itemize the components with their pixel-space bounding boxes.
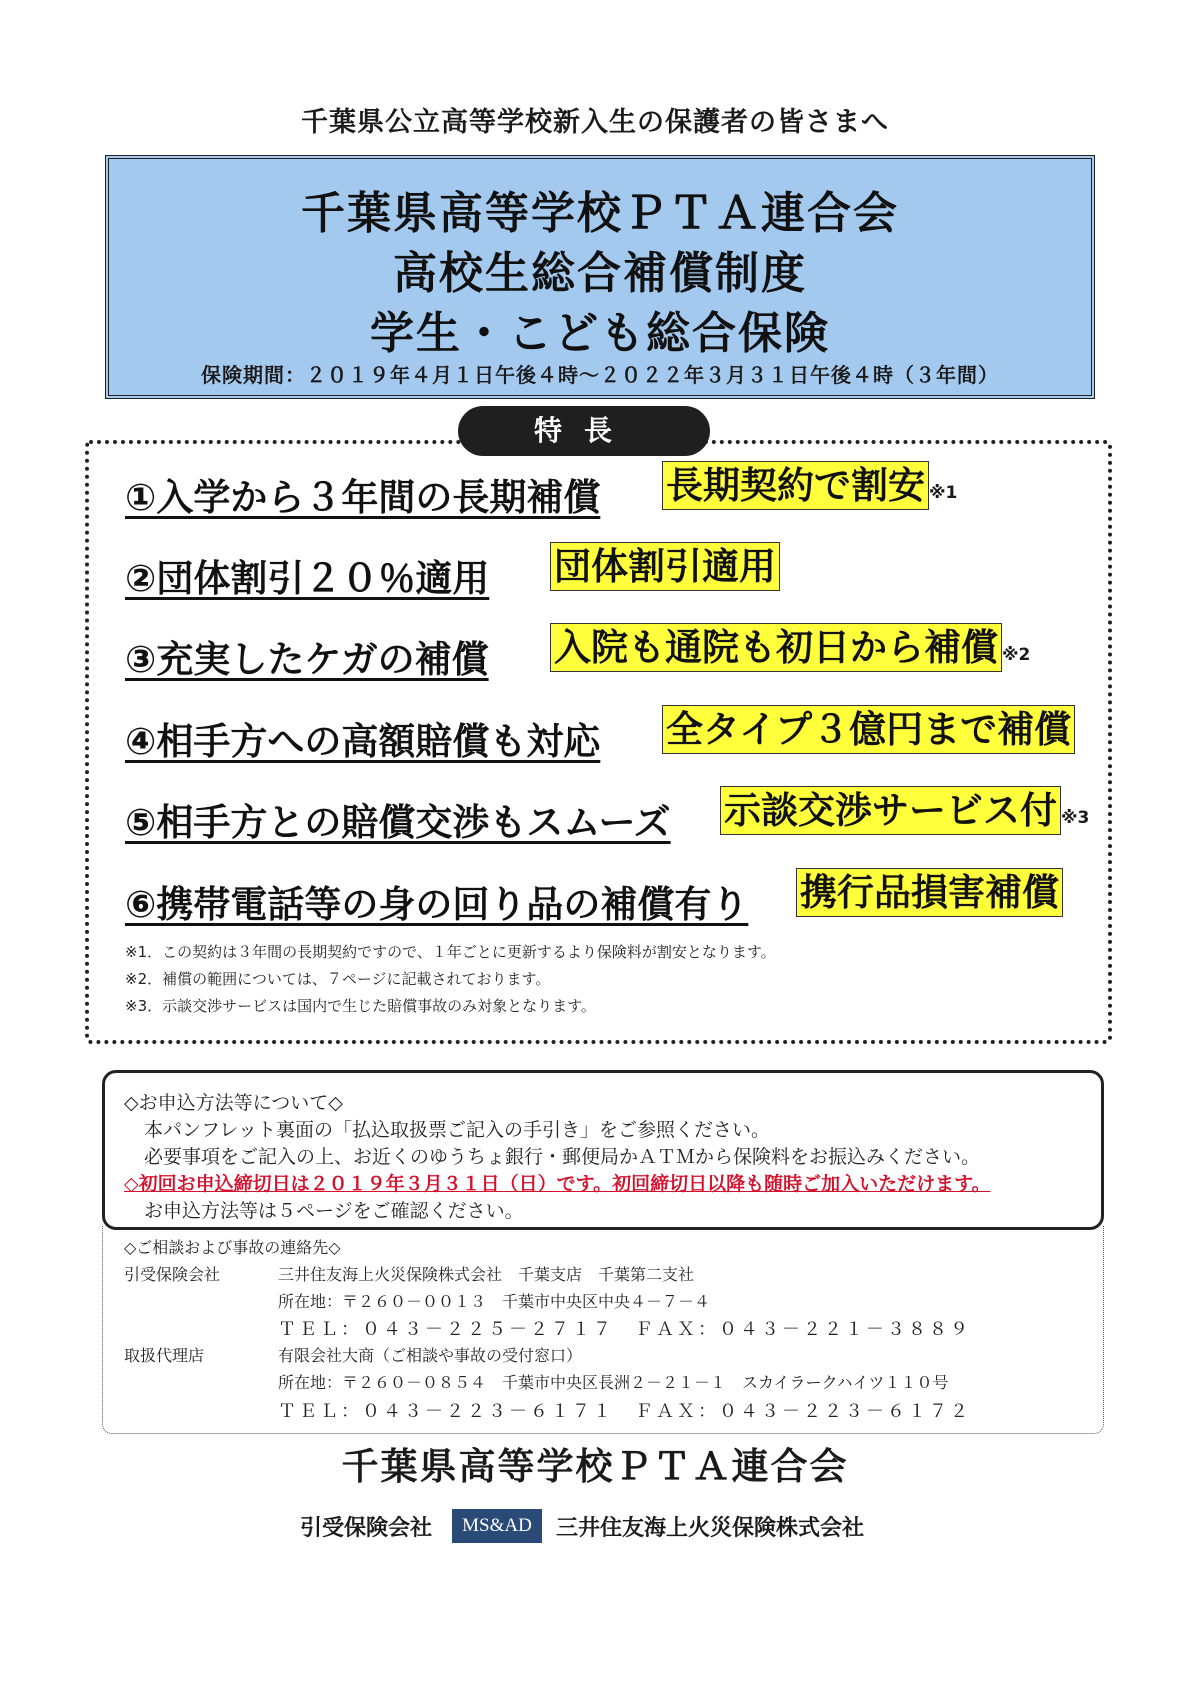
feature-3-text: ③充実したケガの補償 [125, 638, 489, 681]
application-line-1: 本パンフレット裏面の「払込取扱票ご記入の手引き」をご参照ください。 [144, 1119, 771, 1141]
feature-5-tag: 示談交渉サービス付 [720, 786, 1061, 835]
feature-3-mark: ※2 [1002, 645, 1031, 665]
msad-logo: MS&AD [452, 1509, 542, 1543]
title-line-1: 千葉県高等学校ＰＴＡ連合会 [301, 188, 899, 239]
feature-5-tag-wrap [720, 788, 1089, 834]
feature-1-mark: ※1 [929, 483, 958, 503]
footnote-3: ※3．示談交渉サービスは国内で生じた賠償事故のみ対象となります。 [125, 997, 596, 1015]
footer-organization: 千葉県高等学校ＰＴＡ連合会 [341, 1445, 849, 1488]
application-line-2: 必要事項をご記入の上、お近くのゆうちょ銀行・郵便局かＡＴＭから保険料をお振込みください。 [144, 1146, 981, 1168]
feature-5-text: ⑤相手方との賠償交渉もスムーズ [125, 801, 671, 844]
agent-name: 有限会社大商（ご相談や事故の受付窓口） [278, 1346, 583, 1365]
feature-6-tag: 携行品損害補償 [796, 868, 1063, 917]
footnote-2: ※2．補償の範囲については、７ページに記載されております。 [125, 970, 551, 988]
application-heading: ◇お申込方法等について◇ [124, 1092, 343, 1114]
feature-5-mark: ※3 [1061, 808, 1090, 828]
feature-2-tag: 団体割引適用 [550, 542, 780, 591]
feature-6-tag-wrap [796, 870, 1063, 916]
features-label: 特長 [458, 406, 710, 456]
footer-insurer-label: 引受保険会社 [300, 1516, 433, 1541]
footnote-1: ※1．この契約は３年間の長期契約ですので、１年ごとに更新するより保険料が割安となります。 [125, 943, 776, 961]
insurer-name: 三井住友海上火災保険株式会社 千葉支店 千葉第二支社 [278, 1265, 695, 1284]
insurer-label: 引受保険会社 [124, 1265, 221, 1284]
application-line-3: お申込方法等は５ページをご確認ください。 [144, 1200, 524, 1222]
title-line-2: 高校生総合補償制度 [393, 248, 807, 299]
agent-phone: ＴＥＬ：０４３－２２３－６１７１ ＦＡＸ：０４３－２２３－６１７２ [278, 1401, 971, 1422]
insurer-phone: ＴＥＬ：０４３－２２５－２７１７ ＦＡＸ：０４３－２２１－３８８９ [278, 1319, 971, 1340]
title-line-3: 学生・こども総合保険 [370, 308, 830, 359]
feature-2-text: ②団体割引２０％適用 [125, 557, 490, 600]
insurer-address: 所在地：〒２６０－００１３ 千葉市中央区中央４－７－４ [278, 1292, 711, 1311]
feature-4-tag: 全タイプ３億円まで補償 [662, 705, 1075, 754]
addressee-heading: 千葉県公立高等学校新入生の保護者の皆さまへ [301, 107, 889, 138]
feature-3-tag: 入院も通院も初日から補償 [550, 623, 1002, 672]
agent-address: 所在地：〒２６０－０８５４ 千葉市中央区長洲２－２１－１ スカイラークハイツ１１０号 [278, 1373, 949, 1392]
footer-insurer-name: 三井住友海上火災保険株式会社 [556, 1516, 865, 1541]
feature-6-text: ⑥携帯電話等の身の回り品の補償有り [125, 883, 749, 926]
feature-1-text: ①入学から３年間の長期補償 [125, 476, 601, 519]
insurance-period: 保険期間：２０１９年４月１日午後４時～２０２２年３月３１日午後４時（３年間） [201, 363, 999, 387]
agent-label: 取扱代理店 [124, 1346, 205, 1365]
feature-4-text: ④相手方への高額賠償も対応 [125, 720, 601, 763]
feature-2-tag-wrap [550, 544, 780, 590]
title-box [105, 155, 1095, 399]
feature-4-tag-wrap [662, 707, 1075, 753]
contact-heading: ◇ご相談および事故の連絡先◇ [124, 1238, 341, 1257]
application-deadline: ◇初回お申込締切日は２０１９年３月３１日（日）です。初回締切日以降も随時ご加入いただけます。 [124, 1173, 991, 1195]
feature-1-tag: 長期契約で割安 [662, 461, 929, 510]
feature-3-tag-wrap [550, 625, 1030, 671]
feature-1-tag-wrap [662, 463, 957, 509]
